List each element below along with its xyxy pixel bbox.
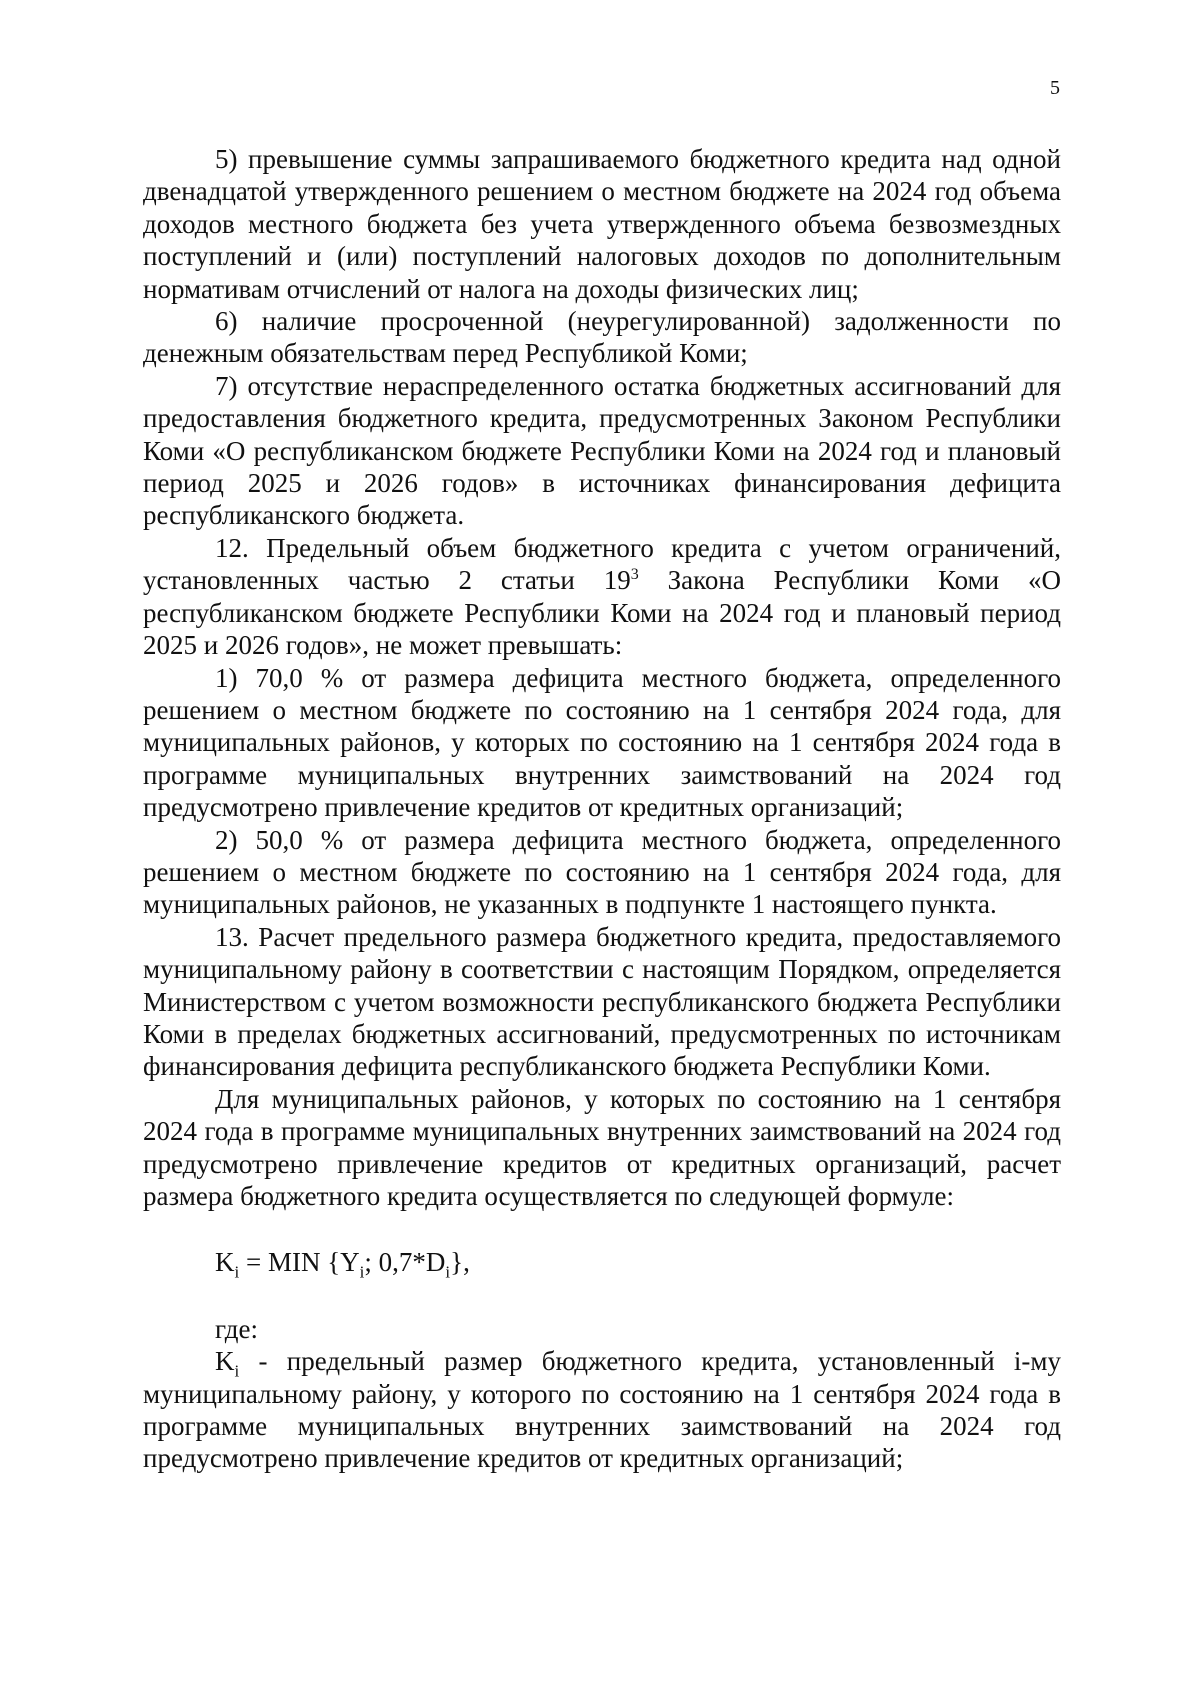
paragraph-12 xyxy=(143,532,1061,662)
ki-definition-subscript: i xyxy=(234,1361,240,1381)
ki-definition-text: - предельный размер бюджетного кредита, установленный i-му муниципальному району, у которого по состоянию на 1 сентября 2024 года в программе муниципальных внутренних заимствований на 2024 год предусмотрено привлечение кредитов от кредитных организаций; xyxy=(143,1346,1061,1474)
formula-end: }, xyxy=(450,1247,470,1278)
paragraph-7: 7) отсутствие нераспределенного остатка бюджетных ассигнований для предоставления бюджетного кредита, предусмотренных Законом Республики Коми «О республиканском бюджете Республики Коми на 2024 год и плановый период 2025 и 2026 годов» в источниках финансирования дефицита республиканского бюджета. xyxy=(143,370,1061,531)
paragraph-6: 6) наличие просроченной (неурегулированной) задолженности по денежным обязательствам перед Республикой Коми; xyxy=(143,306,1061,369)
paragraph-13-formula-intro: Для муниципальных районов, у которых по состоянию на 1 сентября 2024 года в программе муниципальных внутренних заимствований на 2024 год предусмотрено привлечение кредитов от кредитных организаций, расчет размера бюджетного кредита осуществляется по следующей формуле: xyxy=(143,1083,1061,1211)
formula-eq: = MIN {Y xyxy=(239,1247,360,1278)
where-label: где: xyxy=(215,1313,258,1344)
paragraph-12-item-1: 1) 70,0 % от размера дефицита местного бюджета, определенного решением о местном бюджете по состоянию на 1 сентября 2024 года, для муниципальных районов, у которых по состоянию на 1 сентября 2024 года в программе муниципальных внутренних заимствований на 2024 год предусмотрено привлечение кредитов от кредитных организаций; xyxy=(143,662,1061,823)
paragraph-12-part-b: Закона Республики Коми «О республиканском бюджете Республики Коми на 2024 год и плановый период 2025 и 2026 годов», не может превышать: xyxy=(143,565,1061,661)
paragraph-12-item-2: 2) 50,0 % от размера дефицита местного бюджета, определенного решением о местном бюджете по состоянию на 1 сентября 2024 года, для муниципальных районов, не указанных в подпункте 1 настоящего пункта. xyxy=(143,824,1061,920)
paragraph-13: 13. Расчет предельного размера бюджетного кредита, предоставляемого муниципальному району в соответствии с настоящим Порядком, определяется Министерством с учетом возможности республиканского бюджета Республики Коми в пределах бюджетных ассигнований, предусмотренных по источникам финансирования дефицита республиканского бюджета Республики Коми. xyxy=(143,921,1061,1082)
page-number: 5 xyxy=(1050,77,1060,99)
ki-definition-k: K xyxy=(215,1346,235,1377)
paragraph-12-superscript: 3 xyxy=(630,566,639,584)
paragraph-12-part-a: 12. Предельный объем бюджетного кредита с учетом ограничений, установленных частью 2 статьи 19 xyxy=(143,532,1061,596)
paragraph-5: 5) превышение суммы запрашиваемого бюджетного кредита над одной двенадцатой утвержденного решением о местном бюджете на 2024 год объема доходов местного бюджета без учета утвержденного объема безвозмездных поступлений и (или) поступлений налоговых доходов по дополнительным нормативам отчислений от налога на доходы физических лиц; xyxy=(143,144,1061,304)
formula-d-subscript: i xyxy=(445,1262,451,1282)
formula-k-subscript: i xyxy=(234,1262,240,1282)
ki-definition xyxy=(143,1345,1061,1475)
formula-k: K xyxy=(215,1247,235,1278)
formula xyxy=(143,1246,1061,1282)
document-body xyxy=(143,143,1061,1475)
formula-y-subscript: i xyxy=(359,1262,365,1282)
formula-mid: ; 0,7*D xyxy=(364,1247,446,1278)
